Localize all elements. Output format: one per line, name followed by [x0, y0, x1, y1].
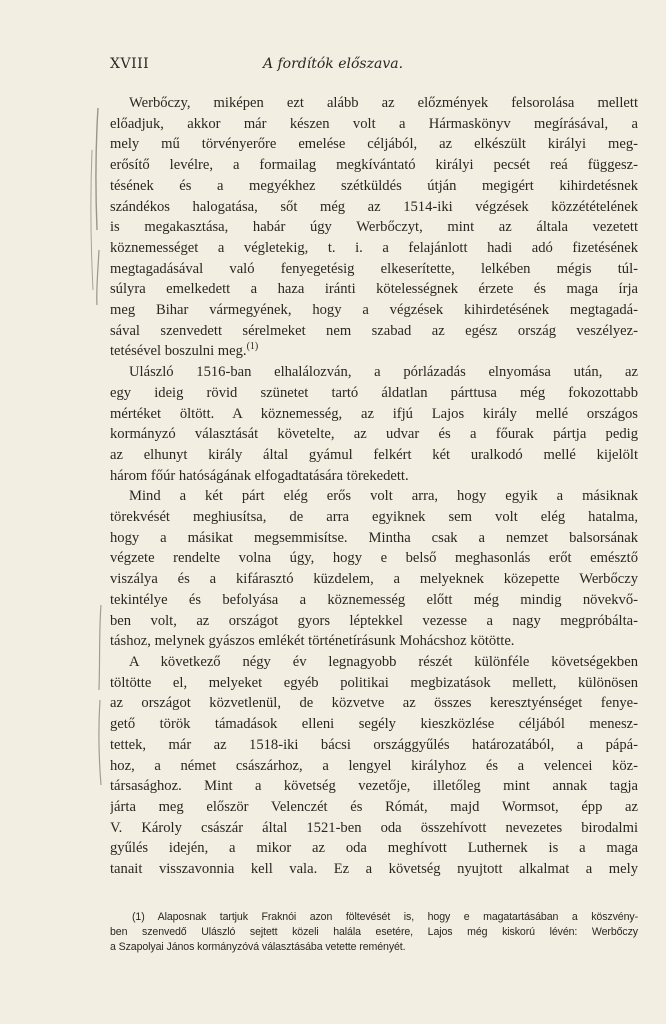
- text-line: hoz, a német császárhoz, a lengyel királyhoz és a velencei köz-: [110, 757, 638, 774]
- text-line: az elhunyt király által gyámul felkért két uralkodó mellé kijelölt: [110, 446, 638, 463]
- text-line: [110, 341, 638, 362]
- text-line: társasághoz. Mint a követség vezetője, illetőleg mint annak tagja: [110, 778, 638, 795]
- text-line: három főúr hatóságának elfogadtatására törekedett.: [110, 467, 409, 484]
- pencil-mark: [96, 108, 98, 230]
- text-line: tésének és a megyékhez szétküldés útján megigért kihirdetésnek: [110, 177, 638, 194]
- pencil-mark: [99, 605, 101, 690]
- running-title: A fordítók előszava.: [262, 56, 404, 72]
- footnote-line: a Szapolyai János kormányzóvá választásába vetette reményét.: [110, 941, 406, 953]
- pencil-mark: [99, 700, 101, 785]
- text-line: Ulászló 1516-ban elhalálozván, a pórlázadás elnyomása után, az: [129, 364, 638, 381]
- text-line: A következő négy év legnagyobb részét különféle követségekben: [129, 653, 638, 670]
- text-line: tettek, már az 1518-iki bácsi országgyűlés határozatából, a pápá-: [110, 736, 638, 753]
- text-line: gető török támadások elleni segély kieszközlése céljából menesz-: [110, 716, 638, 733]
- text-line: gyűlés idején, a mikor az oda meghívott Luthernek is a maga: [110, 840, 638, 857]
- text-line: az országot közvetlenül, de közvetve az összes keresztyénséget fenye-: [110, 695, 638, 712]
- page-header: [0, 56, 666, 76]
- text-line: táshoz, melynek gyászos emlékét történetírásunk Mohácshoz kötötte.: [110, 633, 515, 650]
- footnote: [110, 910, 638, 955]
- body-text: [110, 93, 638, 880]
- text-line: szándékos halogatása, sőt még az 1514-iki végzések közzétételének: [110, 198, 638, 215]
- text-line: hogy a másikat megsemmisítse. Mintha csak a nemzet balsorsának: [110, 529, 638, 546]
- text-line: súlyra emelkedett a haza iránti kötelességnek érzete és maga írja: [110, 281, 638, 298]
- text-line: mely mű törvényerőre emelése céljából, az elkészült királyi meg-: [110, 136, 638, 153]
- pencil-mark: [91, 150, 93, 290]
- text-line: előadjuk, akkor már készen volt a Hármaskönyv megírásával, a: [110, 115, 638, 132]
- text-line: Werbőczy, miképen ezt alább az előzmények felsorolása mellett: [129, 95, 638, 111]
- text-line: is megakasztása, habár úgy Werbőczyt, mint az általa vezetett: [110, 219, 638, 236]
- text-line: sával szenvedett sérelmeket nem szabad az egész ország veszélyez-: [110, 322, 638, 339]
- footnote-reference: (1): [246, 341, 259, 353]
- text-line: egy ideig rövid szünetet tartó áldatlan párttusa még fokozottabb: [110, 384, 638, 401]
- footnote-line: (1) Alaposnak tartjuk Fraknói azon föltevését is, hogy e magatartásában a köszvény-: [132, 911, 638, 923]
- text-line: töltötte el, melyeket egyéb politikai megbizatások mellett, különösen: [110, 674, 638, 691]
- text-line: viszálya és a kifárasztó küzdelem, a melyeknek közepette Werbőczy: [110, 571, 638, 588]
- footnote-line: ben szenvedő Ulászló sejtett közeli halála esetére, Lajos még kiskorú lévén: Werbőczy: [110, 926, 638, 938]
- pencil-mark: [97, 250, 99, 305]
- page-number: XVIII: [110, 56, 150, 72]
- text-line: kormányzó választását követelte, az udvar és a főurak pártja pedig: [110, 426, 638, 443]
- text-line: megtagadásával való fenyegetésig elkeserítette, lelkében mégis túl-: [110, 260, 638, 277]
- text-line: járta meg először Velenczét és Rómát, majd Wormsot, épp az: [110, 798, 638, 815]
- text-line: erősítő levélre, a formailag megkívántató királyi pecsét reá függesz-: [110, 157, 638, 174]
- text-line: törekvését meghiusítsa, de arra egyiknek sem volt elég hatalma,: [110, 509, 638, 526]
- text-line: köznemességet a végletekig, t. i. a felajánlott hadi adó fizetésének: [110, 239, 638, 256]
- text-line: Mind a két párt elég erős volt arra, hogy egyik a másiknak: [129, 488, 638, 505]
- text-line-content: tetésével boszulni meg.: [110, 343, 247, 360]
- text-line: tanait visszavonnia kell vala. Ez a követség nyujtott alkalmat a mely: [110, 861, 638, 878]
- text-line: ben volt, az országot gyors léptekkel vezesse a nagy megpróbálta-: [110, 612, 638, 629]
- text-line: mértéket öltött. A köznemesség, az ifjú Lajos király mellé országos: [110, 405, 638, 422]
- text-line: meg Bihar vármegyének, hogy a végzések kihirdetésének megtagadá-: [110, 302, 638, 319]
- text-line: végzete rendelte volna úgy, hogy e belső meghasonlás erőt emésztő: [110, 550, 638, 567]
- text-line: tekintélye és befolyása a köznemesség előtt még mindig növekvő-: [110, 591, 638, 608]
- text-line: V. Károly császár által 1521-ben oda összehívott nevezetes birodalmi: [110, 819, 638, 836]
